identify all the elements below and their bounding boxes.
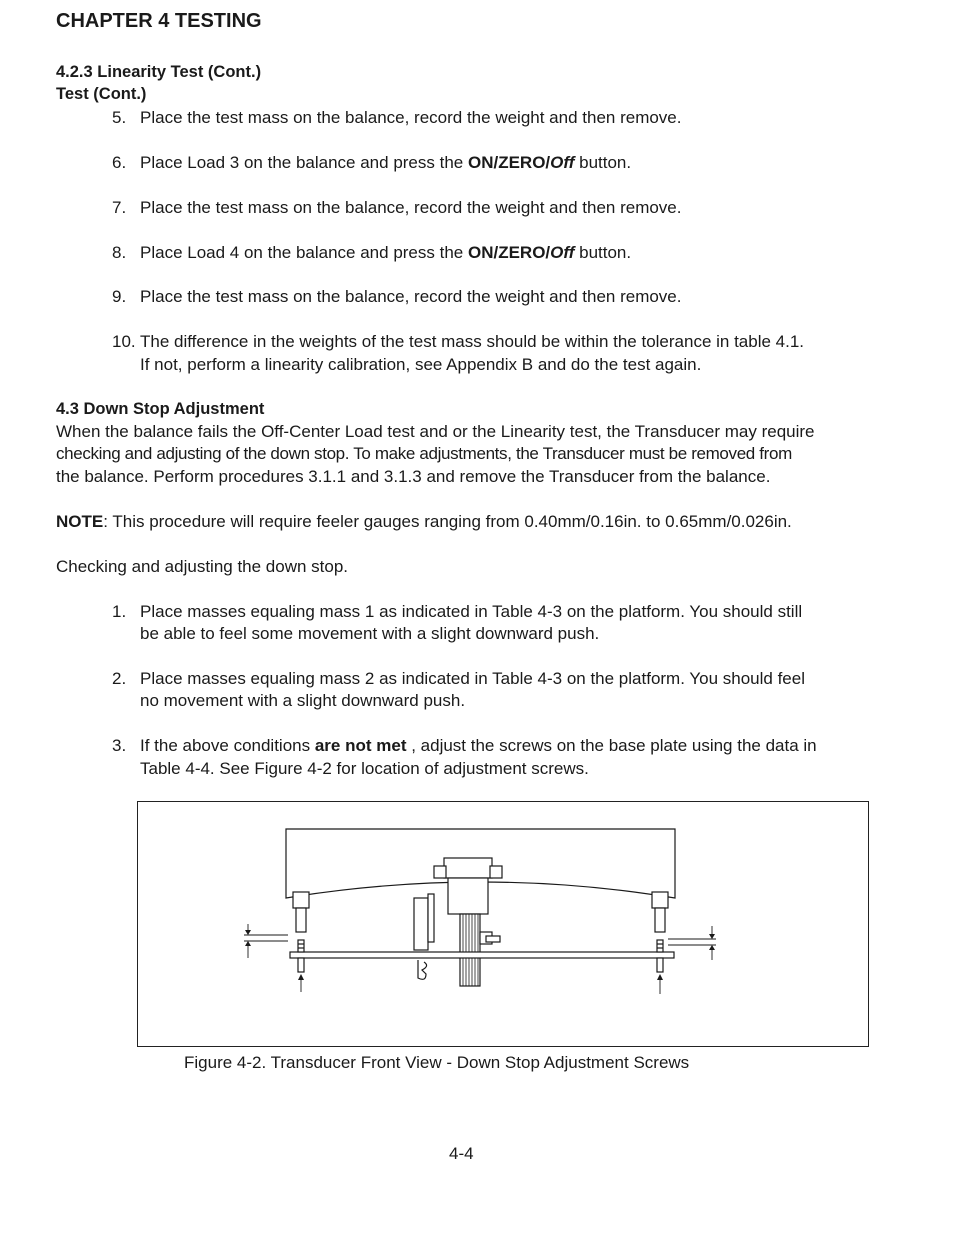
button-name-bold: ON/ZERO/ <box>467 243 551 262</box>
step-number: 1. <box>112 602 127 621</box>
list-item <box>112 331 804 353</box>
list-item <box>112 668 805 690</box>
step-text: Place the test mass on the balance, record the weight and then remove. <box>140 287 682 306</box>
list-item <box>112 242 631 264</box>
note-text: : This procedure will require feeler gauges ranging from 0.40mm/0.16in. to 0.65mm/0.026in. <box>103 512 792 531</box>
step-text-line1: Place masses equaling mass 2 as indicated in Table 4-3 on the platform. You should feel <box>140 669 805 688</box>
step-text: Place the test mass on the balance, record the weight and then remove. <box>140 198 682 217</box>
step-text-end: button. <box>574 153 632 172</box>
step-text: Place Load 3 on the balance and press the <box>140 153 468 172</box>
button-name-bold: ON/ZERO/ <box>467 153 551 172</box>
list-item <box>112 286 682 308</box>
step-text: If the above conditions <box>140 736 315 755</box>
step-text-line1: The difference in the weights of the test mass should be within the tolerance in table 4.1. <box>140 332 805 351</box>
button-name-italic: Off <box>550 243 575 262</box>
step-number: 9. <box>112 287 127 306</box>
button-name-italic: Off <box>550 153 575 172</box>
emphasis-bold: are not met <box>314 736 407 755</box>
step-number: 5. <box>112 108 127 127</box>
step-text: Place Load 4 on the balance and press the <box>140 243 468 262</box>
list-item <box>112 152 631 174</box>
step-text-line2: Table 4-4. See Figure 4-2 for location of adjustment screws. <box>140 759 589 778</box>
list-item <box>112 735 817 757</box>
figure-frame <box>137 801 869 1047</box>
section-heading-4-3: 4.3 Down Stop Adjustment <box>56 400 265 418</box>
step-text-line2: no movement with a slight downward push. <box>140 691 466 710</box>
section-heading-4-2-3: 4.2.3 Linearity Test (Cont.) <box>56 63 262 81</box>
list-item <box>112 197 682 219</box>
list-item <box>112 107 682 129</box>
page-number: 4-4 <box>449 1144 474 1163</box>
transducer-front-view-diagram <box>138 802 868 1046</box>
note-label: NOTE <box>56 512 104 531</box>
step-text-end: button. <box>574 243 632 262</box>
step-number: 3. <box>112 736 127 755</box>
note <box>56 511 792 533</box>
step-text: Place the test mass on the balance, record the weight and then remove. <box>140 108 682 127</box>
step-number: 6. <box>112 153 127 172</box>
figure-caption: Figure 4-2. Transducer Front View - Down Stop Adjustment Screws <box>184 1053 690 1072</box>
step-text-line2: If not, perform a linearity calibration, see Appendix B and do the test again. <box>140 355 702 374</box>
chapter-title: CHAPTER 4 TESTING <box>56 10 262 32</box>
intro-text: Checking and adjusting the down stop. <box>56 557 349 576</box>
step-number: 8. <box>112 243 127 262</box>
subheading-test-cont: Test (Cont.) <box>56 85 147 103</box>
step-number: 10. <box>112 332 136 351</box>
step-number: 2. <box>112 669 127 688</box>
paragraph-line: checking and adjusting of the down stop. To make adjustments, the Transducer must be removed from <box>56 444 792 463</box>
step-text-line1: Place masses equaling mass 1 as indicated in Table 4-3 on the platform. You should still <box>140 602 803 621</box>
paragraph-line: the balance. Perform procedures 3.1.1 and 3.1.3 and remove the Transducer from the balance. <box>56 467 771 486</box>
step-number: 7. <box>112 198 127 217</box>
step-text-line2: be able to feel some movement with a slight downward push. <box>140 624 600 643</box>
step-text-end: , adjust the screws on the base plate using the data in <box>406 736 817 755</box>
paragraph-line: When the balance fails the Off-Center Load test and or the Linearity test, the Transducer may require <box>56 422 815 441</box>
list-item <box>112 601 802 623</box>
